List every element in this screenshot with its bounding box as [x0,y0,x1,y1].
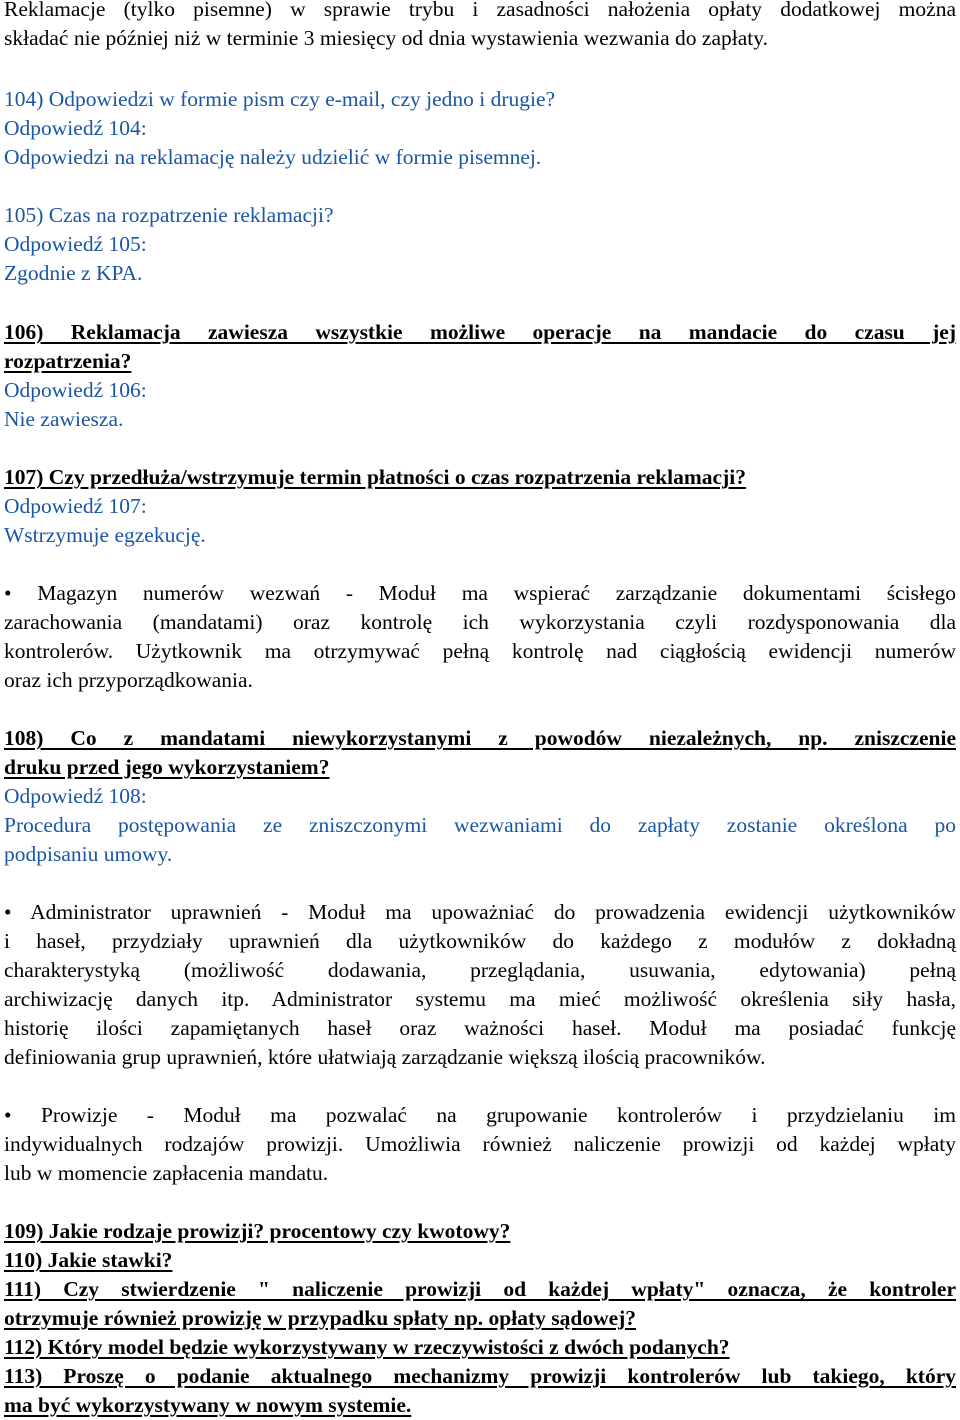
question-106: 106) Reklamacja zawiesza wszystkie możliwe operacje na mandacie do czasu jej [4,320,956,344]
question-104: 104) Odpowiedzi w formie pism czy e-mail, czy jedno i drugie? [4,87,556,111]
answer-106: Nie zawiesza. [4,407,124,431]
question-109: 109) Jakie rodzaje prowizji? procentowy czy kwotowy? [4,1219,511,1243]
answer-label-104: Odpowiedź 104: [4,116,147,140]
question-108: druku przed jego wykorzystaniem? [4,755,330,779]
question-110: 110) Jakie stawki? [4,1248,173,1272]
intro-line: składać nie później niż w terminie 3 miesięcy od dnia wystawienia wezwania do zapłaty. [4,26,768,50]
question-108: 108) Co z mandatami niewykorzystanymi z powodów niezależnych, np. zniszczenie [4,726,956,750]
answer-label-105: Odpowiedź 105: [4,232,147,256]
question-106: rozpatrzenia? [4,349,132,373]
bullet-magazyn: oraz ich przyporządkowania. [4,668,253,692]
question-105: 105) Czas na rozpatrzenie reklamacji? [4,203,334,227]
answer-108: Procedura postępowania ze zniszczonymi wezwaniami do zapłaty zostanie określona po [4,813,956,837]
intro-line: Reklamacje (tylko pisemne) w sprawie trybu i zasadności nałożenia opłaty dodatkowej można [4,0,956,21]
bullet-admin: archiwizację danych itp. Administrator systemu ma mieć możliwość określenia siły hasła, [4,987,956,1011]
question-107: 107) Czy przedłuża/wstrzymuje termin płatności o czas rozpatrzenia reklamacji? [4,465,746,489]
answer-label-108: Odpowiedź 108: [4,784,147,808]
question-111: 111) Czy stwierdzenie " naliczenie prowizji od każdej wpłaty" oznacza, że kontroler [4,1277,956,1301]
bullet-magazyn: zarachowania (mandatami) oraz kontrolę ich wykorzystania czyli rozdysponowania dla [4,610,956,634]
answer-107: Wstrzymuje egzekucję. [4,523,206,547]
question-113: 113) Proszę o podanie aktualnego mechanizmy prowizji kontrolerów lub takiego, który [4,1364,956,1388]
bullet-admin: charakterystyką (możliwość dodawania, przeglądania, usuwania, edytowania) pełną [4,958,956,982]
answer-label-107: Odpowiedź 107: [4,494,147,518]
question-111: otrzymuje również prowizję w przypadku spłaty np. opłaty sądowej? [4,1306,637,1330]
bullet-magazyn: kontrolerów. Użytkownik ma otrzymywać pełną kontrolę nad ciągłością ewidencji numerów [4,639,956,663]
bullet-prowizje: lub w momencie zapłacenia mandatu. [4,1161,329,1185]
question-113: ma być wykorzystywany w nowym systemie. [4,1393,412,1417]
bullet-prowizje: indywidualnych rodzajów prowizji. Umożliwia również naliczenie prowizji od każdej wpłaty [4,1132,956,1156]
bullet-admin: historię ilości zapamiętanych haseł oraz ważności haseł. Moduł ma posiadać funkcję [4,1016,956,1040]
bullet-admin: i haseł, przydziały uprawnień dla użytkowników do każdego z modułów z dokładną [4,929,956,953]
answer-104: Odpowiedzi na reklamację należy udzielić w formie pisemnej. [4,145,542,169]
answer-label-106: Odpowiedź 106: [4,378,147,402]
answer-105: Zgodnie z KPA. [4,261,143,285]
bullet-prowizje: • Prowizje - Moduł ma pozwalać na grupowanie kontrolerów i przydzielaniu im [4,1103,956,1127]
bullet-admin: definiowania grup uprawnień, które ułatwiają zarządzanie większą ilością pracowników. [4,1045,766,1069]
bullet-admin: • Administrator uprawnień - Moduł ma upoważniać do prowadzenia ewidencji użytkowników [4,900,956,924]
question-112: 112) Który model będzie wykorzystywany w rzeczywistości z dwóch podanych? [4,1335,730,1359]
bullet-magazyn: • Magazyn numerów wezwań - Moduł ma wspierać zarządzanie dokumentami ścisłego [4,581,956,605]
answer-108: podpisaniu umowy. [4,842,173,866]
